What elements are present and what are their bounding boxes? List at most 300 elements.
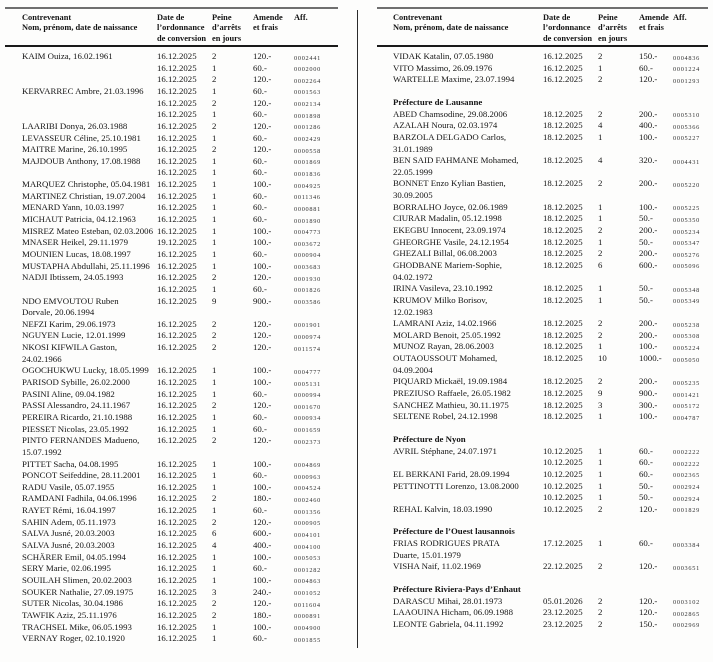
case-number: 0002373 xyxy=(294,438,321,446)
case-number: 0000974 xyxy=(294,333,321,341)
arrest-days: 1 xyxy=(212,388,217,399)
conviction-row xyxy=(377,237,708,249)
offender-name-line: RADU Vasile, 05.07.1955 xyxy=(22,481,115,492)
conversion-date: 16.12.2025 xyxy=(157,155,197,166)
arrest-days: 2 xyxy=(212,342,217,353)
table-row xyxy=(5,493,338,505)
fine-amount: 320.- xyxy=(639,155,658,166)
offender-name-line: 04.02.1972 xyxy=(393,271,433,282)
fine-amount: 60.- xyxy=(253,633,267,644)
table-row xyxy=(5,191,338,203)
table-row xyxy=(377,155,708,178)
conversion-date: 22.12.2025 xyxy=(543,561,583,572)
offender-name-line: OGOCHUKWU Lucky, 18.05.1999 xyxy=(22,365,149,376)
table-row xyxy=(5,389,338,401)
fine-amount: 60.- xyxy=(639,457,653,468)
fine-amount: 120.- xyxy=(253,74,272,85)
offender-name-line: LAAOUINA Hicham, 06.09.1988 xyxy=(393,607,513,618)
case-number: 0005308 xyxy=(673,333,700,341)
arrest-days: 9 xyxy=(212,295,217,306)
conversion-date: 16.12.2025 xyxy=(157,400,197,411)
arrest-days: 2 xyxy=(598,225,603,236)
offender-name-line: CIURAR Madalin, 05.12.1998 xyxy=(393,213,502,224)
fine-amount: 150.- xyxy=(639,618,658,629)
table-row xyxy=(377,561,708,573)
arrest-days: 2 xyxy=(212,144,217,155)
conviction-row xyxy=(5,424,338,436)
arrest-days: 1 xyxy=(598,62,603,73)
conversion-date: 10.12.2025 xyxy=(543,503,583,514)
table-row xyxy=(377,469,708,481)
conversion-date: 16.12.2025 xyxy=(157,179,197,190)
arrest-days: 1 xyxy=(598,213,603,224)
arrest-days: 1 xyxy=(598,445,603,456)
conviction-row xyxy=(5,377,338,389)
offender-name-line: TRACHSEL Mike, 06.05.1993 xyxy=(22,621,132,632)
offender-name-line: SOUILAH Slimen, 20.02.2003 xyxy=(22,574,132,585)
fine-amount: 120.- xyxy=(253,342,272,353)
case-number: 0002924 xyxy=(673,495,700,503)
case-number: 0005348 xyxy=(673,286,700,294)
conviction-row xyxy=(5,179,338,191)
arrest-days: 1 xyxy=(212,62,217,73)
conversion-date: 16.12.2025 xyxy=(157,598,197,609)
fine-amount: 300.- xyxy=(639,399,658,410)
case-number: 0004431 xyxy=(673,158,700,166)
offender-name-line: VERNAY Roger, 02.10.1920 xyxy=(22,633,125,644)
table-row xyxy=(377,376,708,388)
case-number: 0001829 xyxy=(673,507,700,515)
fine-amount: 100.- xyxy=(253,551,272,562)
arrest-days: 6 xyxy=(212,528,217,539)
fine-amount: 1000.- xyxy=(639,353,662,364)
arrest-days: 2 xyxy=(598,607,603,618)
arrest-days: 2 xyxy=(598,108,603,119)
fine-amount: 120.- xyxy=(253,330,272,341)
arrest-days: 2 xyxy=(212,598,217,609)
case-number: 0001869 xyxy=(294,159,321,167)
table-row xyxy=(377,388,708,400)
offender-name-line: VITO Massimo, 26.09.1976 xyxy=(393,62,493,73)
offender-name-line: SALVA Jusné, 20.03.2003 xyxy=(22,528,115,539)
case-number: 0001421 xyxy=(673,391,700,399)
table-row xyxy=(377,225,708,237)
offender-name-line: 04.09.2004 xyxy=(393,364,433,375)
conversion-date: 18.12.2025 xyxy=(543,155,583,166)
fine-amount: 180.- xyxy=(253,493,272,504)
conversion-date: 16.12.2025 xyxy=(157,202,197,213)
arrest-days: 1 xyxy=(598,411,603,422)
header-line: Nom, prénom, date de naissance xyxy=(393,23,509,33)
fine-amount: 60.- xyxy=(253,248,267,259)
fine-amount: 400.- xyxy=(253,540,272,551)
conviction-row xyxy=(5,109,338,121)
fine-amount: 60.- xyxy=(253,388,267,399)
table-row xyxy=(5,563,338,575)
fine-amount: 60.- xyxy=(253,423,267,434)
table-row xyxy=(5,319,338,331)
conversion-date: 16.12.2025 xyxy=(157,144,197,155)
table-row xyxy=(5,133,338,145)
case-number: 0000558 xyxy=(294,147,321,155)
offender-name-line: Duarte, 15.01.1979 xyxy=(393,549,461,560)
conversion-date: 16.12.2025 xyxy=(157,423,197,434)
case-number: 0000904 xyxy=(294,252,321,260)
conversion-date: 16.12.2025 xyxy=(543,62,583,73)
fine-amount: 100.- xyxy=(253,237,272,248)
table-row xyxy=(377,538,708,561)
case-number: 0002264 xyxy=(294,77,321,85)
case-number: 0003102 xyxy=(673,599,700,607)
fine-amount: 60.- xyxy=(253,411,267,422)
conversion-date: 16.12.2025 xyxy=(157,295,197,306)
header-line: de conversion xyxy=(157,33,207,43)
conviction-row xyxy=(5,121,338,133)
case-number: 0003384 xyxy=(673,541,700,549)
fine-amount: 200.- xyxy=(639,248,658,259)
conviction-row xyxy=(377,248,708,260)
fine-amount: 120.- xyxy=(639,561,658,572)
arrest-days: 1 xyxy=(212,365,217,376)
table-row xyxy=(5,622,338,634)
case-number: 0001224 xyxy=(673,66,700,74)
case-number: 0004863 xyxy=(294,578,321,586)
offender-name-line: GHEORGHE Vasile, 24.12.1954 xyxy=(393,236,509,247)
arrest-days: 1 xyxy=(212,283,217,294)
conviction-row xyxy=(377,538,708,550)
case-number: 0002365 xyxy=(673,472,700,480)
fine-amount: 100.- xyxy=(253,225,272,236)
header-peine xyxy=(598,13,627,44)
offender-name-line: MUNOZ Rayan, 28.06.2003 xyxy=(393,341,494,352)
offender-name-line: BEN SAID FAHMANE Mohamed, xyxy=(393,155,519,166)
conversion-date: 18.12.2025 xyxy=(543,213,583,224)
conviction-row xyxy=(5,167,338,179)
fine-amount: 60.- xyxy=(253,132,267,143)
offender-name-line: 12.02.1983 xyxy=(393,306,433,317)
conversion-date: 18.12.2025 xyxy=(543,259,583,270)
conversion-date: 18.12.2025 xyxy=(543,294,583,305)
conviction-row xyxy=(5,400,338,412)
table-row xyxy=(5,226,338,238)
case-number: 0005227 xyxy=(673,135,700,143)
header-line: en jours xyxy=(598,33,628,43)
case-number: 0004787 xyxy=(673,414,700,422)
case-number: 0011604 xyxy=(294,601,321,609)
table-row xyxy=(5,540,338,552)
arrest-days: 2 xyxy=(212,318,217,329)
arrest-days: 1 xyxy=(212,260,217,271)
offender-name-line: EL BERKANI Farid, 28.09.1994 xyxy=(393,468,510,479)
table-row xyxy=(5,342,338,365)
offender-name-line: MUSTAPHA Abdullahi, 25.11.1996 xyxy=(22,260,150,271)
offender-name-line: BORRALHO Joyce, 02.06.1989 xyxy=(393,201,508,212)
arrest-days: 2 xyxy=(212,609,217,620)
header-line: d’arrêts xyxy=(598,23,627,33)
conversion-date: 16.12.2025 xyxy=(157,342,197,353)
table-row xyxy=(377,353,708,376)
fine-amount: 60.- xyxy=(639,468,653,479)
case-number: 0011346 xyxy=(294,194,321,202)
case-number: 0003586 xyxy=(294,299,321,307)
fine-amount: 120.- xyxy=(253,598,272,609)
case-number: 0000934 xyxy=(294,415,321,423)
conviction-row xyxy=(5,470,338,482)
offender-name-line: RAMDANI Fadhila, 04.06.1996 xyxy=(22,493,137,504)
conviction-row xyxy=(377,120,708,132)
conversion-date: 18.12.2025 xyxy=(543,376,583,387)
conviction-row xyxy=(5,156,338,168)
arrest-days: 1 xyxy=(212,225,217,236)
conversion-date: 18.12.2025 xyxy=(543,236,583,247)
conviction-row xyxy=(5,517,338,529)
offender-name-line: SOUKER Nathalie, 27.09.1975 xyxy=(22,586,134,597)
case-number: 0001293 xyxy=(673,77,700,85)
fine-amount: 120.- xyxy=(253,318,272,329)
header-line: Aff. xyxy=(673,13,687,22)
offender-name-line: LEVASSEUR Céline, 25.10.1981 xyxy=(22,132,141,143)
conviction-row xyxy=(5,575,338,587)
conviction-row xyxy=(377,607,708,619)
fine-amount: 120.- xyxy=(253,435,272,446)
case-number: 0005238 xyxy=(673,321,700,329)
case-number: 0002429 xyxy=(294,136,321,144)
table-row xyxy=(377,596,708,608)
conversion-date: 10.12.2025 xyxy=(543,468,583,479)
arrest-days: 1 xyxy=(598,283,603,294)
conversion-date: 10.12.2025 xyxy=(543,457,583,468)
arrest-days: 1 xyxy=(598,236,603,247)
conversion-date: 18.12.2025 xyxy=(543,248,583,259)
table-row xyxy=(5,598,338,610)
conviction-row xyxy=(5,284,338,296)
table-row xyxy=(5,459,338,471)
arrest-days: 1 xyxy=(212,505,217,516)
fine-amount: 900.- xyxy=(253,295,272,306)
case-number: 0004869 xyxy=(294,462,321,470)
header-peine xyxy=(212,13,241,44)
arrest-days: 4 xyxy=(598,155,603,166)
conversion-date: 18.12.2025 xyxy=(543,225,583,236)
offender-name-line: NDO EMVOUTOU Ruben xyxy=(22,295,119,306)
table-row xyxy=(5,51,338,86)
fine-amount: 120.- xyxy=(253,516,272,527)
table-row xyxy=(377,120,708,132)
conviction-row xyxy=(377,469,708,481)
conviction-row xyxy=(5,587,338,599)
offender-name-line: SELTENE Robel, 24.12.1998 xyxy=(393,411,498,422)
header-line: en jours xyxy=(212,33,242,43)
arrest-days: 3 xyxy=(212,586,217,597)
case-number: 0001659 xyxy=(294,427,321,435)
offender-name-line: SALVA Jusné, 20.03.2003 xyxy=(22,540,115,551)
fine-amount: 120.- xyxy=(639,595,658,606)
case-number: 0001052 xyxy=(294,590,321,598)
arrest-days: 2 xyxy=(598,503,603,514)
offender-name-line: 22.05.1999 xyxy=(393,166,433,177)
header-line: et frais xyxy=(639,23,664,33)
case-number: 0001670 xyxy=(294,403,321,411)
conviction-row xyxy=(5,63,338,75)
offender-name-line: FRIAS RODRIGUES PRATA xyxy=(393,538,500,549)
table-row xyxy=(5,365,338,377)
case-number: 0005350 xyxy=(673,216,700,224)
conviction-row xyxy=(377,74,708,86)
conversion-date: 10.12.2025 xyxy=(543,492,583,503)
header-contrevenant xyxy=(393,13,508,34)
fine-amount: 60.- xyxy=(253,470,267,481)
table-row xyxy=(5,330,338,342)
case-number: 0005131 xyxy=(294,380,321,388)
arrest-days: 2 xyxy=(212,330,217,341)
fine-amount: 60.- xyxy=(253,167,267,178)
fine-amount: 60.- xyxy=(253,214,267,225)
conviction-row xyxy=(5,412,338,424)
case-number: 0005276 xyxy=(673,251,700,259)
case-number: 0005220 xyxy=(673,181,700,189)
table-row xyxy=(377,400,708,412)
arrest-days: 9 xyxy=(598,388,603,399)
table-row xyxy=(377,202,708,214)
table-row xyxy=(5,237,338,249)
conversion-date: 16.12.2025 xyxy=(157,540,197,551)
conversion-date: 16.12.2025 xyxy=(157,260,197,271)
conversion-date: 10.12.2025 xyxy=(543,445,583,456)
offender-name-line: VISHA Naif, 11.02.1969 xyxy=(393,561,481,572)
table-row xyxy=(5,214,338,226)
offender-name-line: SERY Marie, 02.06.1995 xyxy=(22,563,111,574)
case-number: 0004101 xyxy=(294,531,321,539)
table-row xyxy=(377,74,708,86)
table-row xyxy=(377,260,708,283)
conviction-row xyxy=(377,225,708,237)
offender-name-line: LAMRANI Aziz, 14.02.1966 xyxy=(393,318,497,329)
conviction-row xyxy=(377,596,708,608)
conversion-date: 18.12.2025 xyxy=(543,341,583,352)
fine-amount: 100.- xyxy=(253,481,272,492)
table-body xyxy=(5,51,338,645)
conviction-row xyxy=(5,540,338,552)
table-row xyxy=(377,481,708,504)
conversion-date: 16.12.2025 xyxy=(157,551,197,562)
conversion-date: 18.12.2025 xyxy=(543,131,583,142)
arrest-days: 4 xyxy=(598,120,603,131)
header-date-ordonnance xyxy=(157,13,206,44)
conversion-date: 16.12.2025 xyxy=(543,74,583,85)
conviction-row xyxy=(377,202,708,214)
case-number: 0002222 xyxy=(673,449,700,457)
conviction-row xyxy=(5,133,338,145)
conversion-date: 18.12.2025 xyxy=(543,120,583,131)
arrest-days: 1 xyxy=(212,248,217,259)
arrest-days: 1 xyxy=(212,470,217,481)
offender-name-line: MAITRE Marine, 26.10.1995 xyxy=(22,144,128,155)
arrest-days: 2 xyxy=(598,595,603,606)
offender-name-line: PIQUARD Mickaël, 19.09.1984 xyxy=(393,376,508,387)
case-number: 0003651 xyxy=(673,564,700,572)
header-line: l’ordonnance xyxy=(543,23,591,33)
table-row xyxy=(5,202,338,214)
header-line: Amende xyxy=(253,13,283,22)
case-number: 0004836 xyxy=(673,54,700,62)
conviction-row xyxy=(5,191,338,203)
conversion-date: 16.12.2025 xyxy=(157,109,197,120)
offender-name-line: MARTINEZ Christian, 19.07.2004 xyxy=(22,190,146,201)
fine-amount: 100.- xyxy=(253,574,272,585)
conviction-row xyxy=(5,610,338,622)
conversion-date: 16.12.2025 xyxy=(157,621,197,632)
header-line: Contrevenant xyxy=(393,13,443,22)
header-line: l’ordonnance xyxy=(157,23,205,33)
conversion-date: 16.12.2025 xyxy=(157,458,197,469)
header-line: d’arrêts xyxy=(212,23,241,33)
conviction-row xyxy=(5,249,338,261)
conviction-row xyxy=(377,504,708,516)
header-date-ordonnance xyxy=(543,13,592,44)
case-number: 0004900 xyxy=(294,625,321,632)
offender-name-line: NEFZI Karim, 29.06.1973 xyxy=(22,318,116,329)
case-number: 0002000 xyxy=(294,66,321,74)
conviction-row xyxy=(5,98,338,110)
fine-amount: 600.- xyxy=(639,259,658,270)
header-line: Aff. xyxy=(294,13,308,22)
header-line: de conversion xyxy=(543,33,593,43)
conviction-row xyxy=(377,318,708,330)
offender-name-line: MISREZ Mateo Esteban, 02.03.2006 xyxy=(22,225,153,236)
header-aff xyxy=(673,13,687,23)
conviction-row xyxy=(5,261,338,273)
arrest-days: 1 xyxy=(212,423,217,434)
conviction-row xyxy=(5,459,338,471)
offender-name-line: NADJI Ibtissem, 24.05.1993 xyxy=(22,272,124,283)
arrest-days: 2 xyxy=(598,318,603,329)
conversion-date: 16.12.2025 xyxy=(157,574,197,585)
offender-name-line: SANCHEZ Mathieu, 30.11.1975 xyxy=(393,399,509,410)
conversion-date: 18.12.2025 xyxy=(543,178,583,189)
offender-name-line: NGUYEN Lucie, 12.01.1999 xyxy=(22,330,126,341)
conversion-date: 16.12.2025 xyxy=(157,318,197,329)
arrest-days: 1 xyxy=(598,538,603,549)
case-number: 0001890 xyxy=(294,217,321,225)
case-number: 0001836 xyxy=(294,170,321,178)
case-number: 0004925 xyxy=(294,182,321,190)
header-line: Nom, prénom, date de naissance xyxy=(22,23,138,33)
arrest-days: 1 xyxy=(212,202,217,213)
conviction-row xyxy=(5,528,338,540)
table-row xyxy=(5,587,338,599)
conviction-row xyxy=(5,482,338,494)
fine-amount: 50.- xyxy=(639,236,653,247)
conviction-row xyxy=(5,237,338,249)
table-row xyxy=(5,482,338,494)
offender-name-line: VIDAK Katalin, 07.05.1980 xyxy=(393,51,494,61)
conversion-date: 16.12.2025 xyxy=(157,470,197,481)
conviction-row xyxy=(377,481,708,493)
conversion-date: 16.12.2025 xyxy=(157,586,197,597)
table-row xyxy=(5,575,338,587)
section-title: Préfecture de Lausanne xyxy=(393,96,483,107)
offender-name-line: SAHIN Adem, 05.11.1973 xyxy=(22,516,116,527)
arrest-days: 1 xyxy=(212,458,217,469)
conversion-date: 16.12.2025 xyxy=(157,377,197,388)
conversion-date: 16.12.2025 xyxy=(543,51,583,61)
conviction-row xyxy=(377,446,708,458)
conviction-row xyxy=(5,598,338,610)
conviction-row xyxy=(5,505,338,517)
case-number: 0002924 xyxy=(673,484,700,492)
fine-amount: 400.- xyxy=(639,120,658,131)
case-number: 0002134 xyxy=(294,101,321,109)
